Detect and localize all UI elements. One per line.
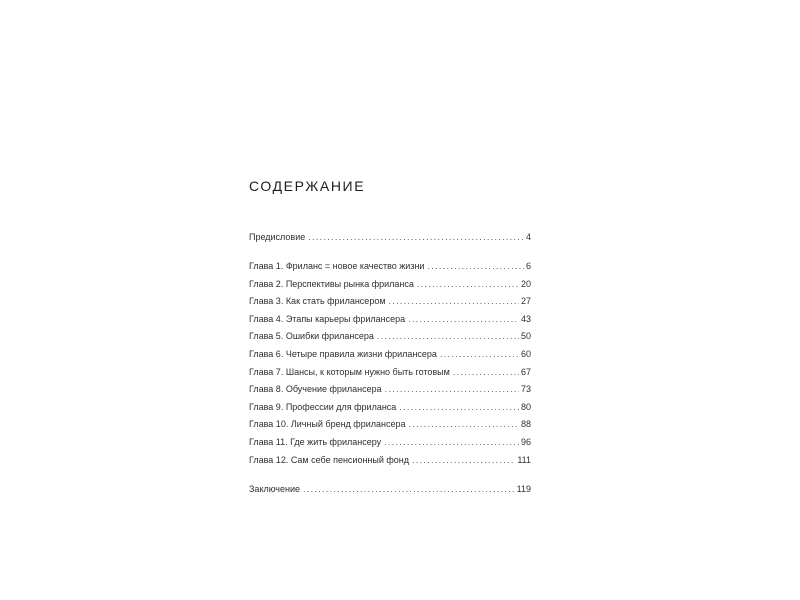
toc-entry-page-number: 111 [517,454,531,465]
toc-entry-page-number: 20 [520,278,531,289]
toc-entry-label: Глава 6. Четыре правила жизни фрилансера [249,348,437,359]
toc-entry-chapter-12[interactable] [249,452,531,470]
toc-entry-page-number: 119 [516,483,531,494]
toc-entry-label: Глава 5. Ошибки фрилансера [249,331,374,342]
dot-leader [408,311,519,329]
toc-entry-conclusion[interactable] [249,481,531,499]
toc-entry-label: Глава 4. Этапы карьеры фрилансера [249,313,406,324]
toc-entry-page-number: 67 [520,366,531,377]
toc-entry-chapter-3[interactable] [249,293,531,311]
table-of-contents [249,229,531,498]
dot-leader [377,328,519,346]
dot-leader [384,434,519,452]
toc-entry-label: Глава 7. Шансы, к которым нужно быть готовым [249,366,450,377]
page-title: СОДЕРЖАНИЕ [249,178,366,194]
toc-entry-chapter-4[interactable] [249,311,531,329]
dot-leader [427,258,524,276]
toc-entry-chapter-6[interactable] [249,346,531,364]
toc-entry-chapter-2[interactable] [249,276,531,294]
toc-entry-label: Глава 2. Перспективы рынка фриланса [249,278,414,289]
toc-entry-chapter-5[interactable] [249,328,531,346]
toc-entry-label: Глава 3. Как стать фрилансером [249,296,386,307]
toc-entry-page-number: 50 [520,331,531,342]
dot-leader [303,481,515,499]
toc-entry-preface[interactable] [249,229,531,247]
toc-entry-label: Глава 1. Фриланс = новое качество жизни [249,260,425,271]
toc-entry-page-number: 88 [520,419,531,430]
dot-leader [399,399,519,417]
toc-entry-chapter-7[interactable] [249,364,531,382]
toc-entry-chapter-1[interactable] [249,258,531,276]
toc-entry-page-number: 6 [525,260,531,271]
toc-entry-page-number: 27 [520,296,531,307]
dot-leader [453,364,519,382]
toc-entry-label: Заключение [249,483,300,494]
toc-entry-label: Глава 8. Обучение фрилансера [249,384,382,395]
toc-entry-page-number: 96 [520,436,531,447]
dot-leader [389,293,519,311]
toc-entry-label: Предисловие [249,232,306,242]
dot-leader [308,229,524,247]
dot-leader [385,381,519,399]
toc-entry-label: Глава 9. Профессии для фриланса [249,401,397,412]
toc-entry-label: Глава 10. Личный бренд фрилансера [249,419,406,430]
dot-leader [417,276,519,294]
toc-entry-page-number: 43 [520,313,531,324]
toc-entry-chapter-9[interactable] [249,399,531,417]
toc-entry-chapter-11[interactable] [249,434,531,452]
toc-entry-page-number: 60 [520,348,531,359]
dot-leader [412,452,515,470]
toc-entry-chapter-8[interactable] [249,381,531,399]
toc-entry-page-number: 73 [520,384,531,395]
dot-leader [440,346,519,364]
toc-entry-page-number: 4 [525,232,531,242]
toc-entry-chapter-10[interactable] [249,416,531,434]
toc-entry-page-number: 80 [520,401,531,412]
toc-entry-label: Глава 12. Сам себе пенсионный фонд [249,454,410,465]
toc-entry-label: Глава 11. Где жить фрилансеру [249,436,382,447]
dot-leader [408,416,519,434]
